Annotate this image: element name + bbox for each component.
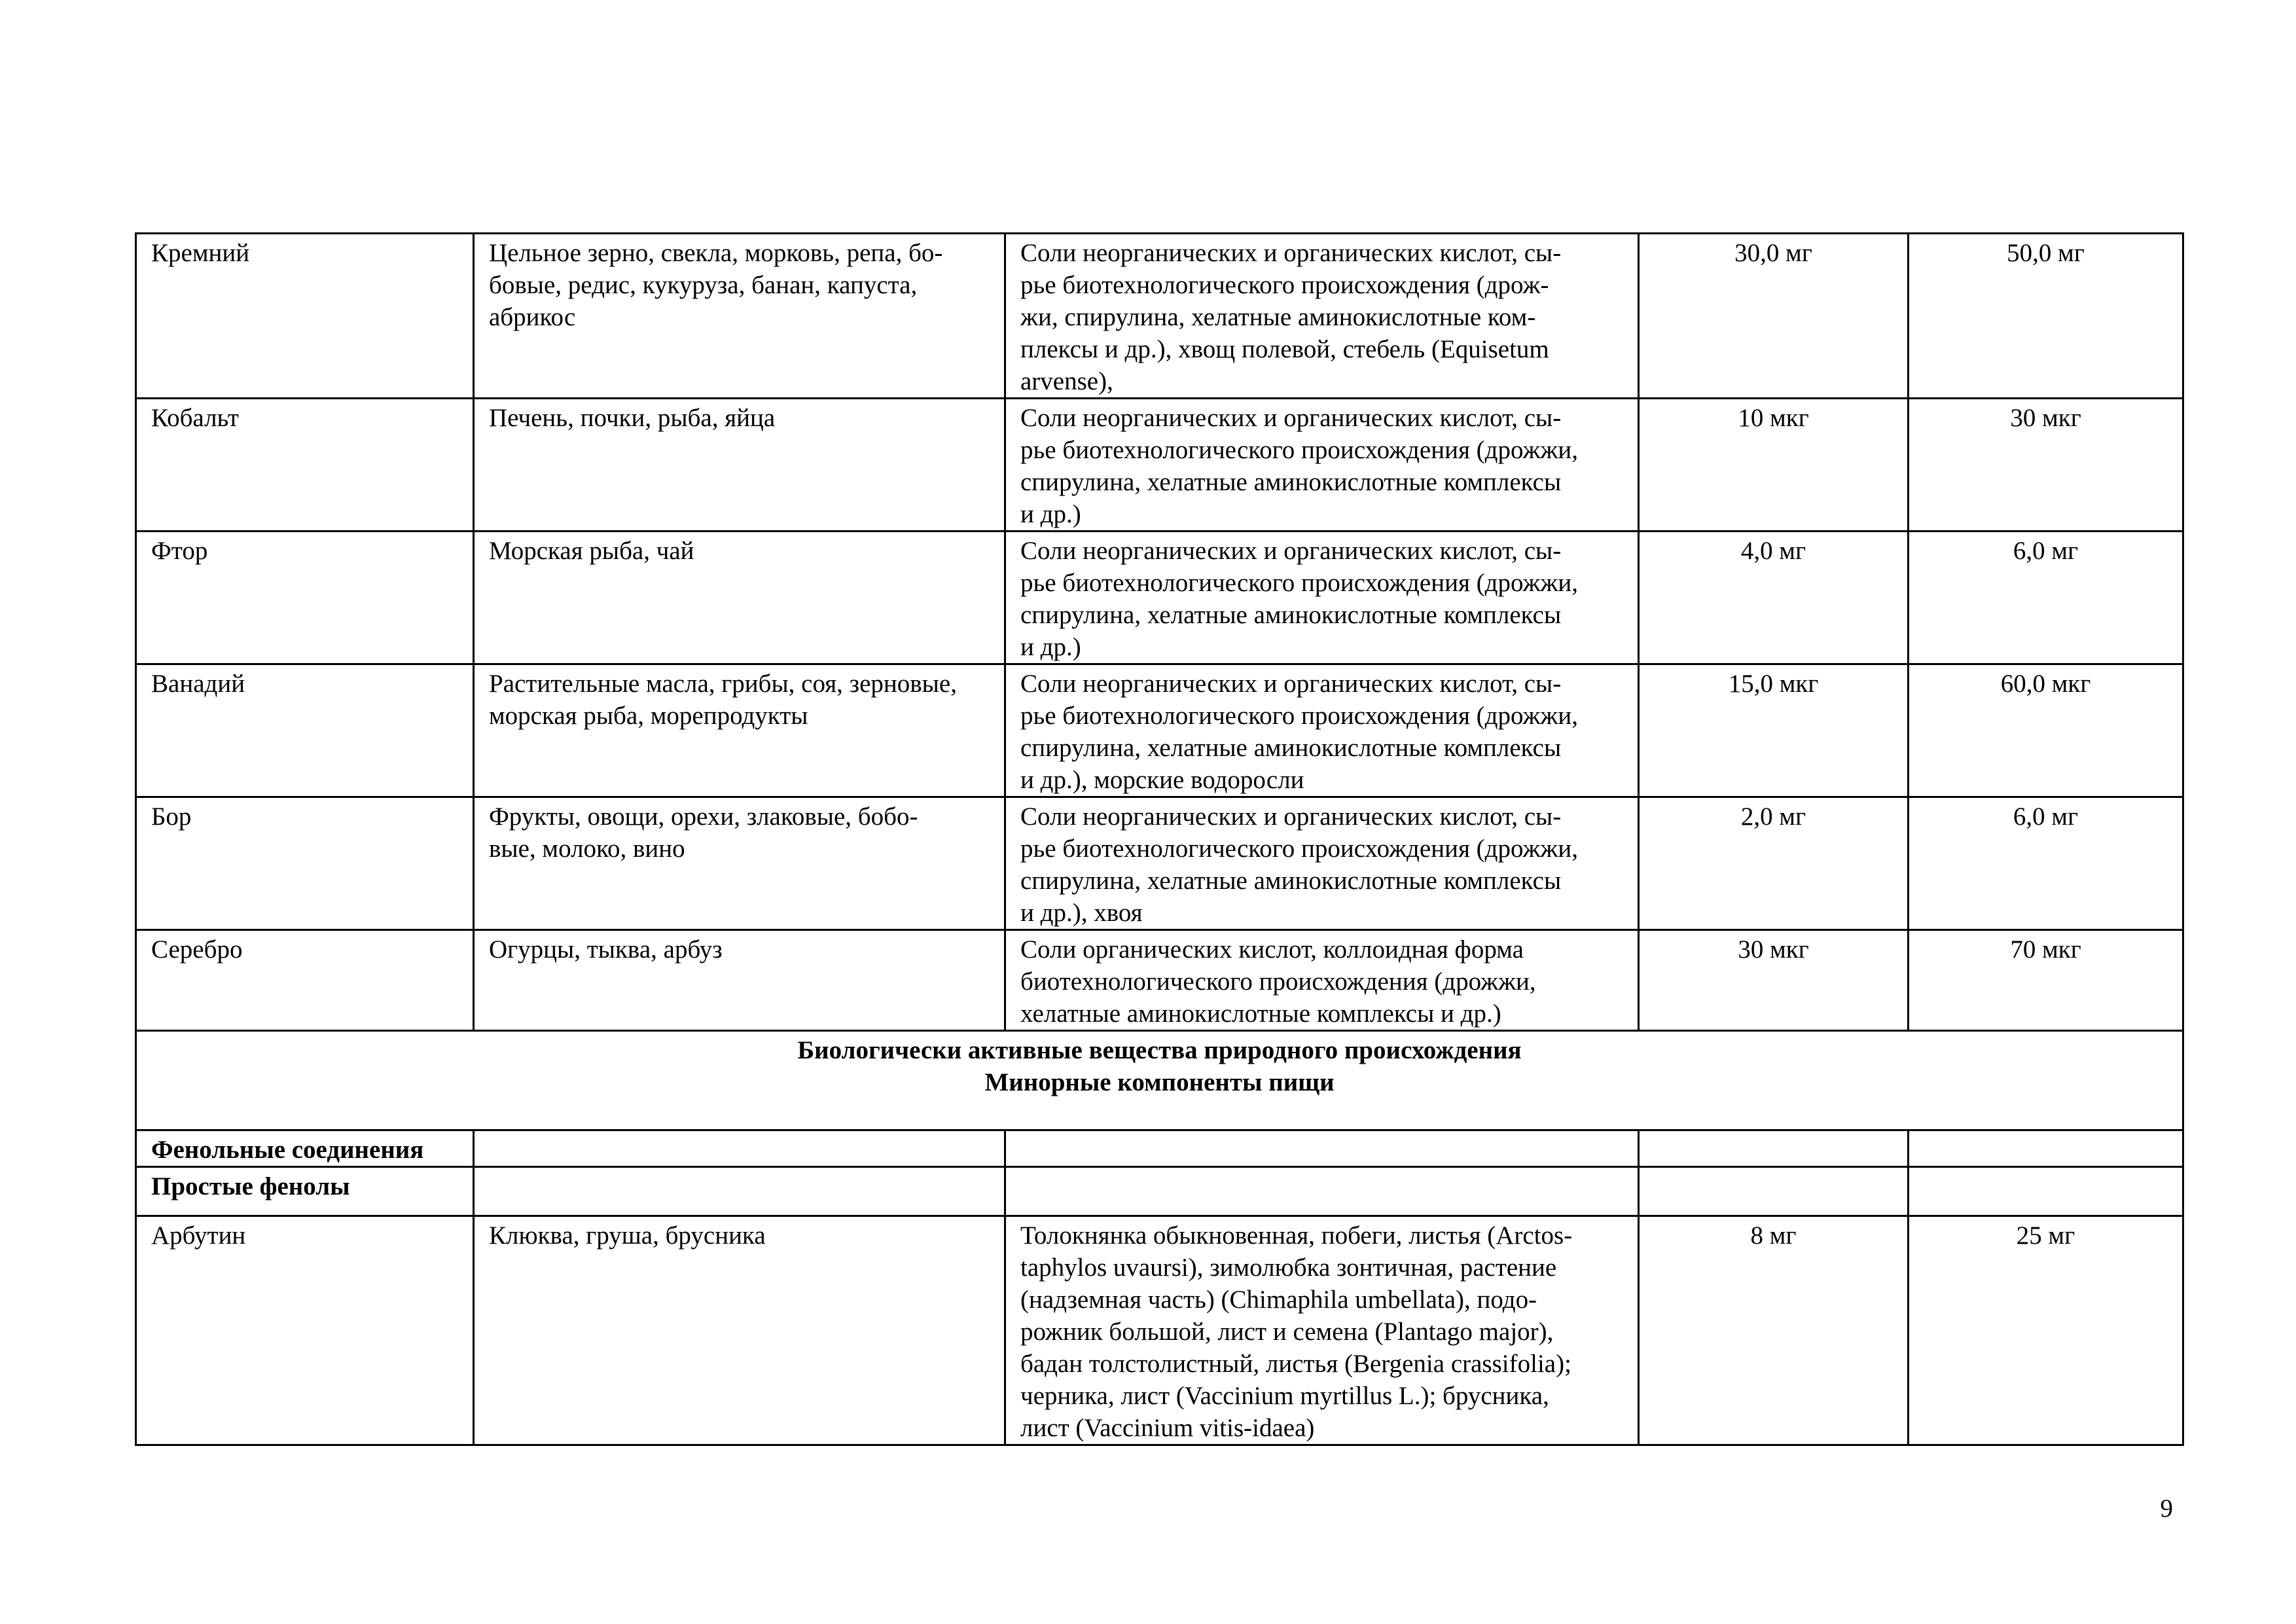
empty-cell	[1005, 1167, 1639, 1216]
food-sources: Фрукты, овощи, орехи, злаковые, бобо- вые, молоко, вино	[474, 797, 1005, 930]
subheading-row	[136, 1130, 2183, 1167]
raw-materials: Соли неорганических и органических кислот, сы- рье биотехнологического происхождения (дрожжи, спирулина, хелатные аминокислотные комплексы и др.)	[1005, 532, 1639, 664]
table-row	[136, 797, 2183, 930]
subheading-row	[136, 1167, 2183, 1216]
food-sources: Печень, почки, рыба, яйца	[474, 399, 1005, 532]
section-header-row	[136, 1031, 2183, 1130]
upper-intake: 70 мкг	[1909, 930, 2183, 1031]
page-number: 9	[2160, 1494, 2173, 1523]
empty-cell	[474, 1167, 1005, 1216]
food-sources: Морская рыба, чай	[474, 532, 1005, 664]
table-row	[136, 399, 2183, 532]
raw-materials: Соли неорганических и органических кислот, сы- рье биотехнологического происхождения (дрожжи, спирулина, хелатные аминокислотные комплексы и др.)	[1005, 399, 1639, 532]
adequate-intake: 4,0 мг	[1639, 532, 1909, 664]
upper-intake: 25 мг	[1909, 1216, 2183, 1445]
empty-cell	[1005, 1130, 1639, 1167]
food-sources: Клюква, груша, брусника	[474, 1216, 1005, 1445]
nutrient-table	[135, 232, 2184, 1446]
upper-intake: 50,0 мг	[1909, 234, 2183, 399]
adequate-intake: 30 мкг	[1639, 930, 1909, 1031]
upper-intake: 60,0 мкг	[1909, 664, 2183, 797]
raw-materials: Соли неорганических и органических кислот, сы- рье биотехнологического происхождения (дрож- жи, спирулина, хелатные аминокислотные ком- плексы и др.), хвощ полевой, стебель (Equisetum arvense),	[1005, 234, 1639, 399]
upper-intake: 6,0 мг	[1909, 797, 2183, 930]
empty-cell	[1909, 1130, 2183, 1167]
substance-name: Бор	[136, 797, 474, 930]
empty-cell	[1909, 1167, 2183, 1216]
adequate-intake: 8 мг	[1639, 1216, 1909, 1445]
upper-intake: 30 мкг	[1909, 399, 2183, 532]
empty-cell	[474, 1130, 1005, 1167]
section-title-line-1: Биологически активные вещества природного происхождения	[797, 1036, 1522, 1064]
food-sources: Цельное зерно, свекла, морковь, репа, бо- бовые, редис, кукуруза, банан, капуста, абрикос	[474, 234, 1005, 399]
empty-cell	[1639, 1167, 1909, 1216]
raw-materials: Соли неорганических и органических кислот, сы- рье биотехнологического происхождения (дрожжи, спирулина, хелатные аминокислотные комплексы и др.), хвоя	[1005, 797, 1639, 930]
adequate-intake: 10 мкг	[1639, 399, 1909, 532]
upper-intake: 6,0 мг	[1909, 532, 2183, 664]
substance-name: Серебро	[136, 930, 474, 1031]
substance-name: Арбутин	[136, 1216, 474, 1445]
subheading-simple-phenols: Простые фенолы	[136, 1167, 474, 1216]
subheading-phenolic-compounds: Фенольные соединения	[136, 1130, 474, 1167]
table-row	[136, 664, 2183, 797]
substance-name: Кобальт	[136, 399, 474, 532]
adequate-intake: 15,0 мкг	[1639, 664, 1909, 797]
section-title-line-2: Минорные компоненты пищи	[984, 1068, 1335, 1096]
table-row	[136, 1216, 2183, 1445]
adequate-intake: 2,0 мг	[1639, 797, 1909, 930]
raw-materials: Соли органических кислот, коллоидная форма биотехнологического происхождения (дрожжи, хелатные аминокислотные комплексы и др.)	[1005, 930, 1639, 1031]
raw-materials: Соли неорганических и органических кислот, сы- рье биотехнологического происхождения (дрожжи, спирулина, хелатные аминокислотные комплексы и др.), морские водоросли	[1005, 664, 1639, 797]
food-sources: Огурцы, тыква, арбуз	[474, 930, 1005, 1031]
food-sources: Растительные масла, грибы, соя, зерновые, морская рыба, морепродукты	[474, 664, 1005, 797]
raw-materials: Толокнянка обыкновенная, побеги, листья (Arctos- taphylos uvaursi), зимолюбка зонтичная, растение (надземная часть) (Chimaphila umbellata), подо- рожник большой, лист и семена (Plantago major), бадан толстолистный, листья (Bergenia crassifolia); черника, лист (Vaccinium myrtillus L.); брусника, лист (Vaccinium vitis-idaea)	[1005, 1216, 1639, 1445]
substance-name: Ванадий	[136, 664, 474, 797]
section-title	[136, 1031, 2183, 1130]
adequate-intake: 30,0 мг	[1639, 234, 1909, 399]
empty-cell	[1639, 1130, 1909, 1167]
substance-name: Кремний	[136, 234, 474, 399]
table-row	[136, 532, 2183, 664]
table-row	[136, 930, 2183, 1031]
table-row	[136, 234, 2183, 399]
substance-name: Фтор	[136, 532, 474, 664]
